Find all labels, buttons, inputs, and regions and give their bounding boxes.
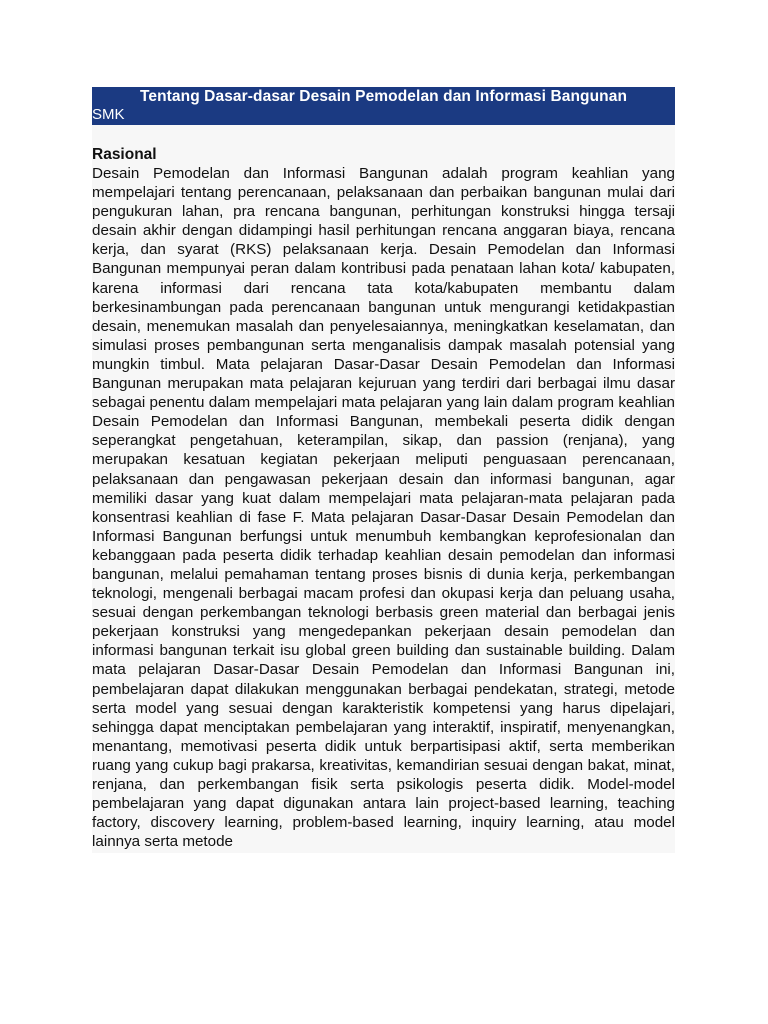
document-content (92, 125, 675, 853)
document-header (92, 87, 675, 125)
document-page (92, 87, 675, 853)
document-subtitle: SMK (92, 106, 125, 123)
section-body: Desain Pemodelan dan Informasi Bangunan adalah program keahlian yang mempelajari tentang perencanaan, pelaksanaan dan perbaikan bangunan mulai dari pengukuran lahan, pra rencana bangunan, perhitungan konstruksi hingga tersaji desain akhir dengan didampingi hasil perhitungan rencana anggaran biaya, rencana kerja, dan syarat (RKS) pelaksanaan kerja. Desain Pemodelan dan Informasi Bangunan mempunyai peran dalam kontribusi pada penataan lahan kota/ kabupaten, karena informasi dari rencana tata kota/kabupaten membantu dalam berkesinambungan pada perencanaan bangunan untuk mengurangi ketidakpastian desain, menemukan masalah dan penyelesaiannya, meningkatkan keselamatan, dan simulasi proses pembangunan serta menganalisis dampak masalah potensial yang mungkin timbul. Mata pelajaran Dasar-Dasar Desain Pemodelan dan Informasi Bangunan merupakan mata pelajaran kejuruan yang terdiri dari berbagai ilmu dasar sebagai penentu dalam mempelajari mata pelajaran yang lain dalam program keahlian Desain Pemodelan dan Informasi Bangunan, membekali peserta didik dengan seperangkat pengetahuan, keterampilan, sikap, dan passion (renjana), yang merupakan kesatuan kegiatan pekerjaan meliputi penguasaan perencanaan, pelaksanaan dan pengawasan pekerjaan desain dan informasi bangunan, agar memiliki dasar yang kuat dalam mempelajari mata pelajaran-mata pelajaran pada konsentrasi keahlian di fase F. Mata pelajaran Dasar-Dasar Desain Pemodelan dan Informasi Bangunan berfungsi untuk menumbuh kembangkan keprofesionalan dan kebanggaan pada peserta didik terhadap keahlian desain pemodelan dan informasi bangunan, melalui pemahaman tentang proses bisnis di dunia kerja, perkembangan teknologi, mengenali berbagai macam profesi dan okupasi kerja dan peluang usaha, sesuai dengan perkembangan teknologi berbasis green material dan berbagai jenis pekerjaan konstruksi yang mengedepankan pekerjaan desain pemodelan dan informasi bangunan terkait isu global green building dan sustainable building. Dalam mata pelajaran Dasar-Dasar Desain Pemodelan dan Informasi Bangunan ini, pembelajaran dapat dilakukan menggunakan berbagai pendekatan, strategi, metode serta model yang sesuai dengan karakteristik kompetensi yang harus dipelajari, sehingga dapat menciptakan pembelajaran yang interaktif, inspiratif, menyenangkan, menantang, memotivasi peserta didik untuk berpartisipasi aktif, serta memberikan ruang yang cukup bagi prakarsa, kreativitas, kemandirian sesuai dengan bakat, minat, renjana, dan perkembangan fisik serta psikologis peserta didik. Model-model pembelajaran yang dapat digunakan antara lain project-based learning, teaching factory, discovery learning, problem-based learning, inquiry learning, atau model lainnya serta metode (92, 165, 675, 851)
section-heading: Rasional (92, 146, 157, 163)
document-title: Tentang Dasar-dasar Desain Pemodelan dan Informasi Bangunan (139, 88, 628, 105)
